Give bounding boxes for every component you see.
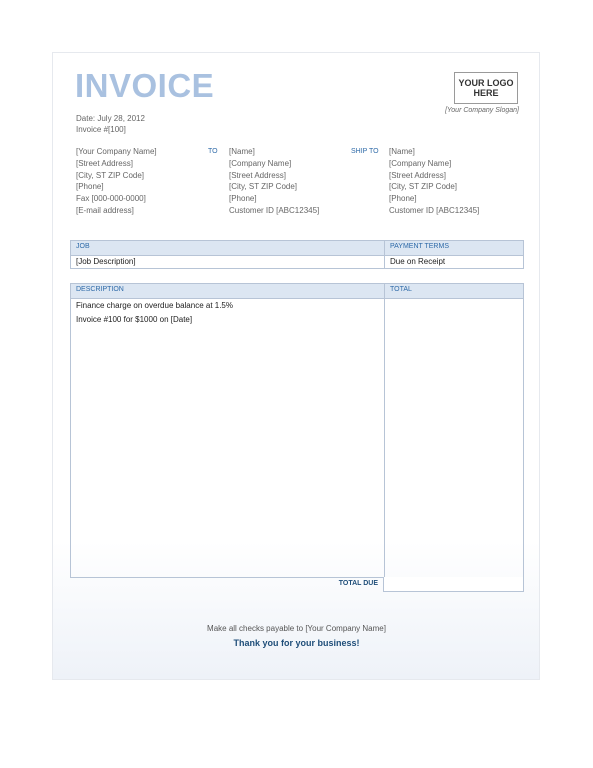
to-line: [Phone]: [229, 194, 257, 204]
job-header: JOB: [76, 243, 90, 250]
total-due-cell: [383, 577, 524, 592]
items-table-column-divider: [384, 284, 385, 577]
from-line: [City, ST ZIP Code]: [76, 170, 145, 180]
ship-to-address: [389, 146, 479, 217]
to-line: Customer ID [ABC12345]: [229, 205, 320, 215]
from-line: [E-mail address]: [76, 205, 134, 215]
ship-to-line: Customer ID [ABC12345]: [389, 205, 480, 215]
item-description: Finance charge on overdue balance at 1.5%: [76, 301, 233, 310]
from-line: Fax [000-000-0000]: [76, 194, 146, 204]
payment-terms-header: PAYMENT TERMS: [390, 243, 449, 250]
logo-placeholder: [454, 72, 518, 104]
to-label: TO: [208, 148, 218, 155]
checks-payable-note: Make all checks payable to [Your Company Name]: [207, 624, 386, 633]
job-table-divider: [71, 255, 523, 256]
to-line: [City, ST ZIP Code]: [229, 182, 298, 192]
ship-to-line: [Name]: [389, 147, 415, 156]
company-slogan: [Your Company Slogan]: [445, 107, 519, 114]
ship-to-line: [City, ST ZIP Code]: [389, 182, 458, 192]
invoice-number: Invoice #[100]: [76, 125, 126, 134]
logo-text: YOUR LOGO HERE: [458, 78, 514, 98]
description-header: DESCRIPTION: [76, 286, 124, 293]
to-line: [Street Address]: [229, 170, 286, 180]
total-due-label: TOTAL DUE: [338, 580, 378, 587]
job-table: [70, 240, 524, 269]
payment-terms-cell: Due on Receipt: [390, 257, 446, 266]
ship-to-line: [Company Name]: [389, 158, 452, 168]
to-line: [Name]: [229, 147, 255, 156]
ship-to-line: [Phone]: [389, 194, 417, 204]
items-table: [70, 283, 524, 578]
from-line: [Your Company Name]: [76, 147, 157, 156]
from-address: [76, 146, 157, 217]
items-table-header-row: [71, 284, 523, 298]
from-line: [Street Address]: [76, 158, 133, 168]
items-table-divider: [71, 298, 523, 299]
invoice-title: INVOICE: [75, 67, 215, 104]
to-address: [229, 146, 319, 217]
thank-you-note: Thank you for your business!: [233, 638, 360, 648]
ship-to-label: SHIP TO: [351, 148, 379, 155]
to-line: [Company Name]: [229, 158, 292, 168]
job-description-cell: [Job Description]: [76, 257, 136, 266]
job-table-header-row: [71, 241, 523, 255]
from-line: [Phone]: [76, 182, 104, 192]
ship-to-line: [Street Address]: [389, 170, 446, 180]
total-header: TOTAL: [390, 286, 412, 293]
invoice-date: Date: July 28, 2012: [76, 114, 145, 123]
item-description: Invoice #100 for $1000 on [Date]: [76, 315, 193, 324]
